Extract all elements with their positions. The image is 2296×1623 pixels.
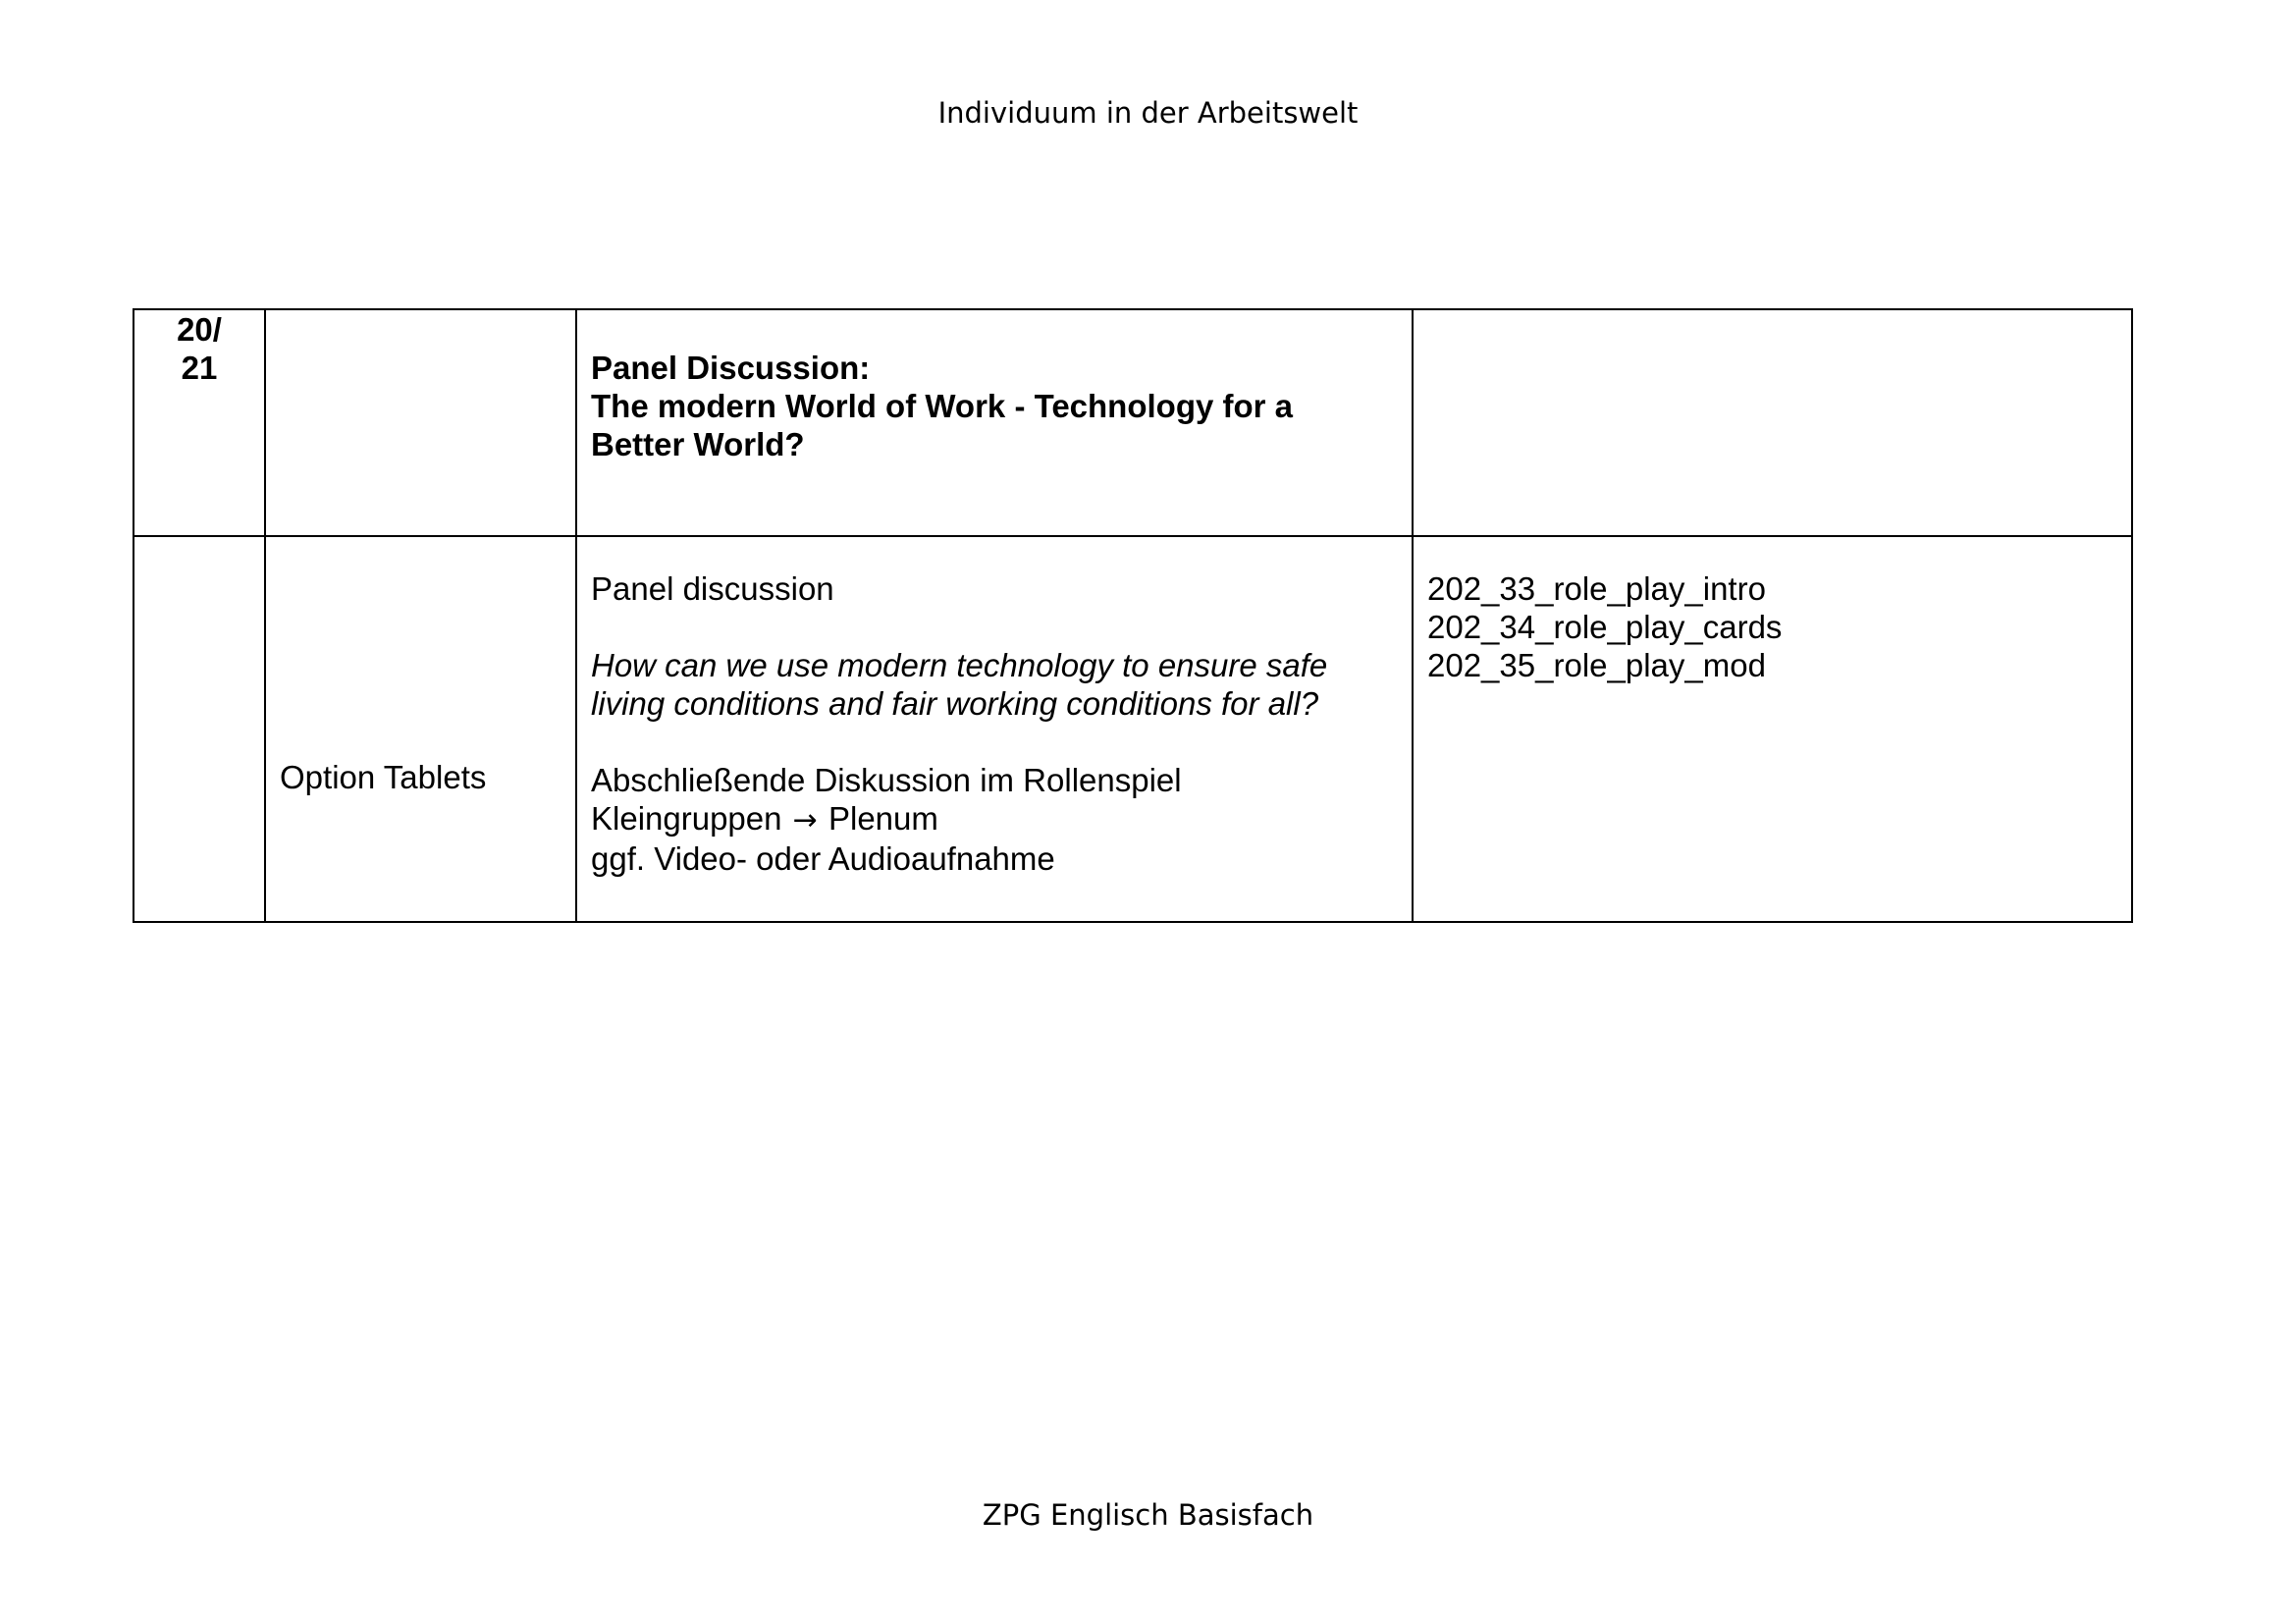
table-row (133, 309, 2132, 536)
lesson-plan-table (133, 308, 2133, 923)
media-cell (265, 309, 576, 536)
lesson-number-cell (133, 536, 265, 922)
recording-line: ggf. Video- oder Audioaufnahme (591, 840, 1055, 877)
lesson-number-cell (133, 309, 265, 536)
material-file-name: 202_35_role_play_mod (1427, 647, 1766, 683)
table-row (133, 536, 2132, 922)
lesson-title-line: Better World? (591, 426, 805, 462)
material-file-name: 202_34_role_play_cards (1427, 609, 1783, 645)
content-heading: Panel discussion (591, 570, 834, 607)
right-arrow-icon: → (792, 803, 818, 838)
spacer (591, 723, 1398, 761)
page-header-title: Individuum in der Arbeitswelt (937, 96, 1359, 130)
materials-cell (1413, 309, 2132, 536)
lesson-number-line-1: 20/ (177, 311, 222, 348)
guiding-question-line: living conditions and fair working conditions for all? (591, 685, 1319, 722)
grouping-line (591, 799, 1398, 839)
page-footer-text: ZPG Englisch Basisfach (982, 1498, 1314, 1532)
materials-cell (1413, 536, 2132, 922)
lesson-number-line-2: 21 (181, 350, 218, 386)
guiding-question-line: How can we use modern technology to ensure safe (591, 647, 1328, 683)
media-text: Option Tablets (280, 759, 487, 795)
media-cell (265, 536, 576, 922)
activity-line: Abschließende Diskussion im Rollenspiel (591, 762, 1182, 798)
spacer (591, 608, 1398, 646)
lesson-content-cell (576, 536, 1413, 922)
grouping-to: Plenum (828, 800, 938, 837)
lesson-title-cell (576, 309, 1413, 536)
lesson-title-line: The modern World of Work - Technology for a (591, 388, 1294, 424)
grouping-from: Kleingruppen (591, 800, 782, 837)
material-file-name: 202_33_role_play_intro (1427, 570, 1766, 607)
lesson-title-line: Panel Discussion: (591, 350, 871, 386)
